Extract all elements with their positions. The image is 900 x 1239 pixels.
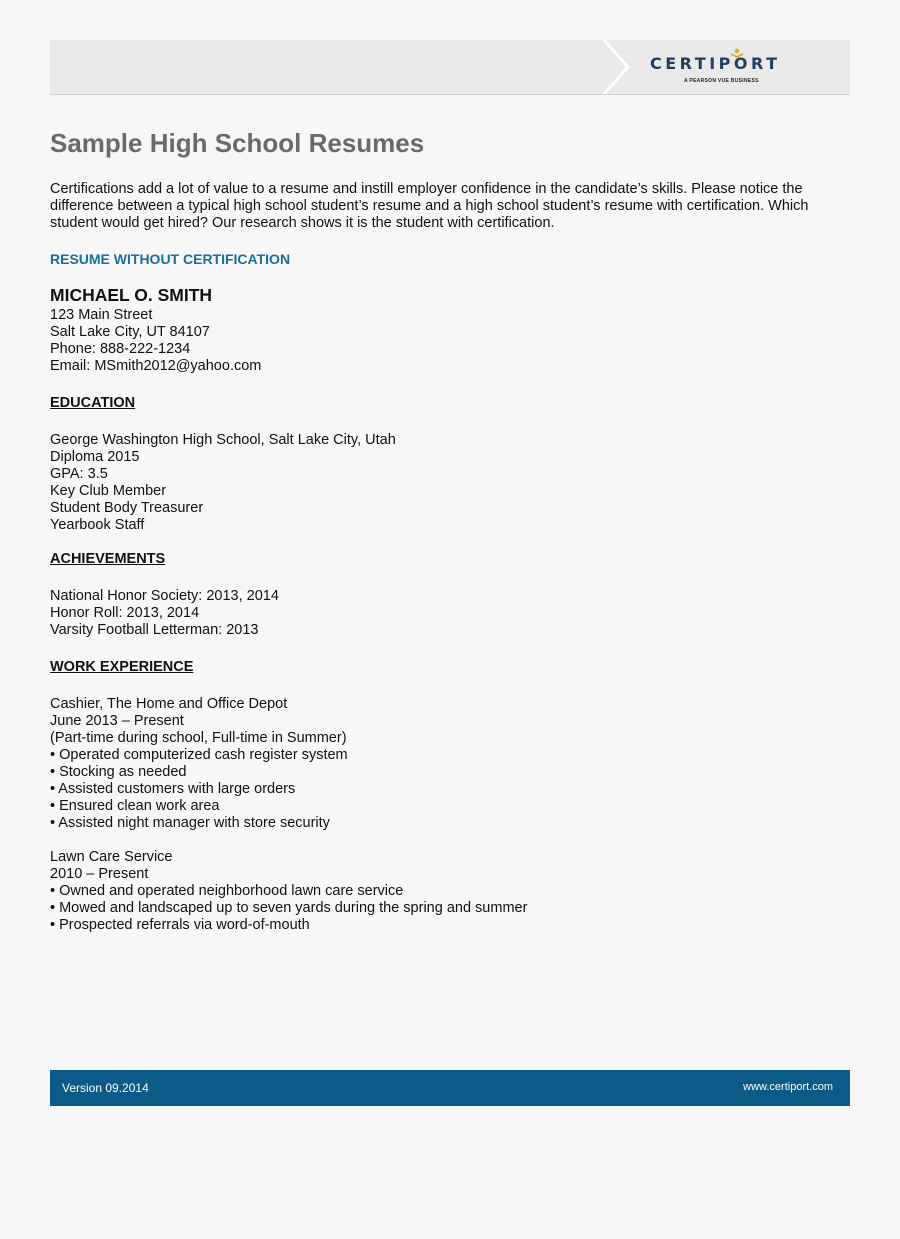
resume xyxy=(50,284,850,934)
job-note: (Part-time during school, Full-time in Summer) xyxy=(50,730,347,746)
list-item: George Washington High School, Salt Lake City, Utah xyxy=(50,432,396,448)
chevron-divider-icon xyxy=(602,40,632,94)
footer-url-link[interactable]: www.certiport.com xyxy=(743,1081,833,1093)
list-item: Honor Roll: 2013, 2014 xyxy=(50,605,200,621)
job-dates: 2010 – Present xyxy=(50,866,149,882)
list-item: National Honor Society: 2013, 2014 xyxy=(50,588,279,604)
job-dates: June 2013 – Present xyxy=(50,713,184,729)
list-item: Varsity Football Letterman: 2013 xyxy=(50,622,259,638)
work-experience-heading: WORK EXPERIENCE xyxy=(50,659,194,675)
job-block-lawn-care xyxy=(50,849,850,934)
achievements-heading: ACHIEVEMENTS xyxy=(50,551,166,567)
footer-version: Version 09.2014 xyxy=(62,1081,149,1095)
list-item: Student Body Treasurer xyxy=(50,500,204,516)
contact-email: Email: MSmith2012@yahoo.com xyxy=(50,358,262,374)
contact-phone: Phone: 888-222-1234 xyxy=(50,341,191,357)
list-item: Yearbook Staff xyxy=(50,517,145,533)
list-item: • Ensured clean work area xyxy=(50,798,220,814)
list-item: • Assisted customers with large orders xyxy=(50,781,296,797)
header-band xyxy=(50,40,850,95)
list-item: • Mowed and landscaped up to seven yards during the spring and summer xyxy=(50,900,528,916)
list-item: Key Club Member xyxy=(50,483,167,499)
logo-wordmark: CERTIPORT xyxy=(650,54,781,73)
list-item: • Stocking as needed xyxy=(50,764,187,780)
achievements-block xyxy=(50,588,850,639)
education-heading: EDUCATION xyxy=(50,395,136,411)
list-item: • Assisted night manager with store security xyxy=(50,815,330,831)
intro-paragraph: Certifications add a lot of value to a resume and instill employer confidence in the candidate’s skills. Please notice the difference between a typical high school student’s resume and a high school student’s resume with certification. Which student would get hired? Our research shows it is the student with certification. xyxy=(50,181,809,231)
list-item: • Operated computerized cash register system xyxy=(50,747,348,763)
footer-bar xyxy=(50,1070,850,1106)
certiport-logo xyxy=(650,52,800,86)
contact-city: Salt Lake City, UT 84107 xyxy=(50,324,210,340)
job-title: Lawn Care Service xyxy=(50,849,173,865)
list-item: • Owned and operated neighborhood lawn care service xyxy=(50,883,404,899)
job-title: Cashier, The Home and Office Depot xyxy=(50,696,288,712)
education-block xyxy=(50,432,850,534)
job-block-cashier xyxy=(50,696,850,832)
section-label: RESUME WITHOUT CERTIFICATION xyxy=(50,251,291,267)
list-item: GPA: 3.5 xyxy=(50,466,108,482)
page-title: Sample High School Resumes xyxy=(50,128,425,158)
logo-tagline: A PEARSON VUE BUSINESS xyxy=(684,78,759,84)
contact-street: 123 Main Street xyxy=(50,307,153,323)
person-figure-icon xyxy=(731,48,743,74)
contact-block xyxy=(50,307,850,375)
list-item: • Prospected referrals via word-of-mouth xyxy=(50,917,310,933)
resume-name: MICHAEL O. SMITH xyxy=(50,285,213,305)
list-item: Diploma 2015 xyxy=(50,449,140,465)
